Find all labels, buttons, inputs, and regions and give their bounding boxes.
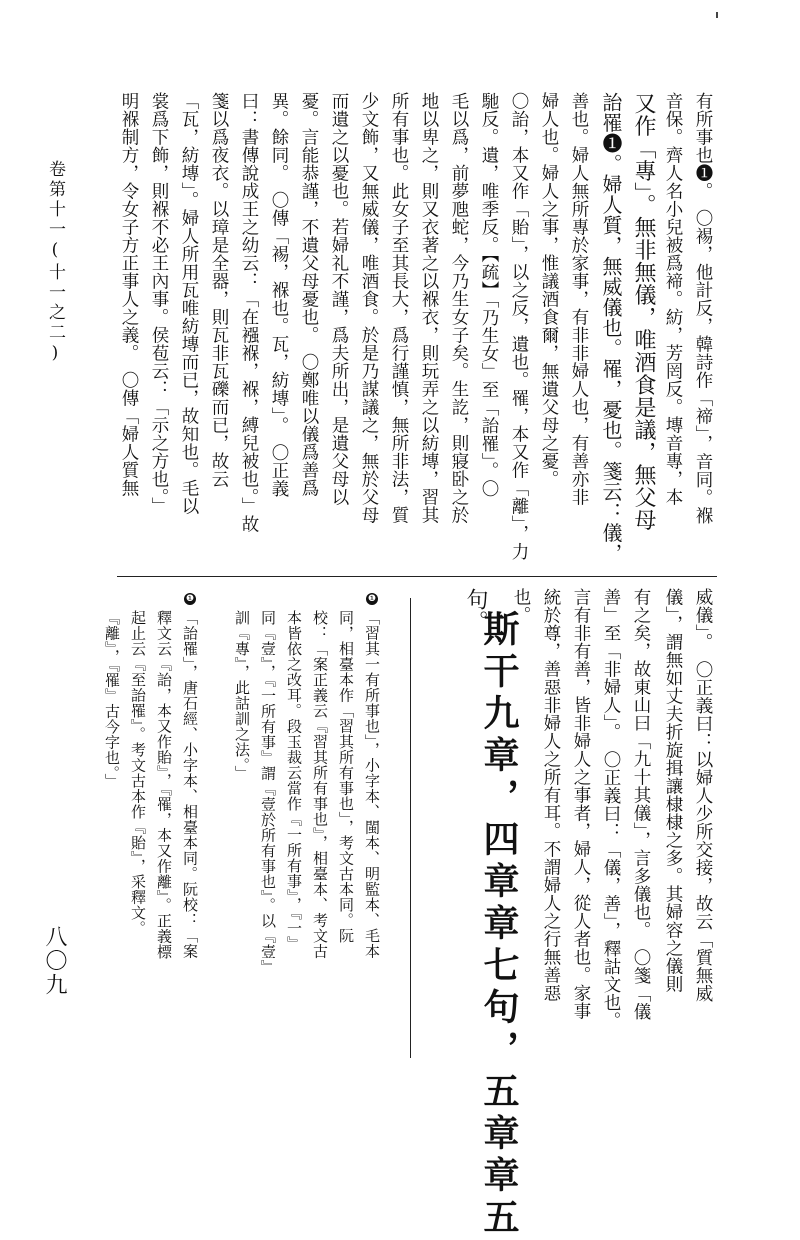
notes-divider-rule bbox=[410, 598, 411, 1058]
text-column: 明褓制方，令女子方正事人之義。 〇傳「婦人質無 bbox=[119, 92, 139, 498]
text-column: 儀」，謂無如丈夫折旋揖讓棣棣之多。其婦容之儀則 bbox=[663, 588, 683, 994]
note-column: 釋文云『詒，本又作貽』，『罹，本又作離』。正義標 bbox=[155, 610, 173, 960]
text-column: 少文飾，又無威儀，唯酒食。於是乃謀議之，無於父母 bbox=[359, 92, 379, 524]
note-marker-icon: ❶ bbox=[367, 594, 377, 604]
chapter-summary: 斯干九章，四章章七句，五章章五 bbox=[478, 610, 520, 1240]
note-column: 起止云『至詒罹』。考文古本作『貽』，采釋文。 bbox=[129, 610, 147, 936]
volume-header: 卷第十一(十一之二) bbox=[45, 160, 65, 366]
text-column: 也。 bbox=[511, 588, 531, 624]
text-column: 地以卑之，則又衣著之以褓衣，則玩弄之以紡塼，習其 bbox=[419, 92, 439, 524]
note-column: 「詒罹」，唐石經、小字本、相臺本同。阮校：「案 bbox=[181, 610, 199, 959]
corner-tick-mark bbox=[716, 12, 718, 18]
text-column: 統於尊，善惡非婦人之所有耳。不謂婦人之行無善惡 bbox=[541, 588, 561, 1002]
text-column: 有所事也❶。 〇裼，他計反，韓詩作「禘」，音同。褓 bbox=[693, 92, 713, 525]
text-column: 馳反。遺，唯季反。【疏】「乃生女」至「詒罹」。〇 bbox=[479, 92, 499, 498]
text-column: 婦人也。婦人之事，惟議酒食爾，無遺父母之憂。 bbox=[539, 92, 559, 488]
text-column: 而遺之以憂也。若婦礼不謹，爲夫所出，是遺父母以 bbox=[329, 92, 349, 506]
note-column: 訓『專』，此詁訓之法。」 bbox=[233, 610, 251, 781]
note-column: 同，相臺本作「習其所有事也」，考文古本同。阮 bbox=[337, 610, 355, 944]
text-column: 毛以爲，前夢虺蛇，今乃生女子矣。生訖，則寢卧之於 bbox=[449, 92, 469, 524]
note-column: 「習其一有所事也」，小字本、閩本、明監本、毛本 bbox=[363, 610, 381, 959]
note-column: 本皆依之改耳。段玉裁云當作『一所有事』，『一』 bbox=[285, 610, 303, 952]
note-marker-icon: ❶ bbox=[185, 594, 195, 604]
note-column: 『離』，『罹』古今字也。」 bbox=[103, 610, 121, 789]
text-column: 言有非有善，皆非婦人之事者，婦人，從人者也。家事 bbox=[571, 588, 591, 1020]
page-number: 八〇九 bbox=[42, 925, 67, 997]
text-column: 威儀」。 〇正義曰：以婦人少所交接，故云「質無威 bbox=[693, 588, 713, 1003]
section-divider-rule bbox=[117, 576, 717, 577]
chapter-summary-end: 句。 bbox=[463, 588, 488, 632]
text-column: 「瓦，紡塼」。婦人所用瓦唯紡塼而已，故知也。毛以 bbox=[179, 92, 199, 516]
text-column: 又作「專」。無非無儀，唯酒食是議，無父母 bbox=[631, 92, 656, 531]
text-column: 詒罹❶。婦人質，無威儀也。罹，憂也。箋云：儀， bbox=[599, 92, 623, 564]
text-column: 善也。婦人無所專於家事，有非非婦人也，有善亦非 bbox=[569, 92, 589, 506]
text-column: 異。餘同。 〇傳「裼，褓也。瓦，紡塼」。 〇正義 bbox=[269, 92, 289, 498]
text-column: 〇詒，本又作「貽」，以之反，遺也。罹，本又作「離」，力 bbox=[509, 92, 529, 561]
text-column: 憂。言能恭謹，不遺父母憂也。 〇鄭唯以儀爲善爲 bbox=[299, 92, 319, 498]
text-column: 善」至「非婦人」。 〇正義曰：「儀，善」，釋詁文也。 bbox=[601, 588, 621, 1030]
text-column: 有之矣，故東山曰「九十其儀」，言多儀也。 〇箋「儀 bbox=[631, 588, 651, 1021]
text-column: 裳爲下飾，則褓不必王內事。侯苞云：「示之方也。」 bbox=[149, 92, 169, 516]
text-column: 箋以爲夜衣。以璋是全器，則瓦非瓦礫而已，故云 bbox=[209, 92, 229, 488]
text-column: 曰：書傳說成王之幼云：「在襁褓，褓，縛兒被也。」故 bbox=[239, 92, 259, 534]
note-column: 校：「案正義云『習其所有事也』，相臺本、考文古 bbox=[311, 610, 329, 959]
note-column: 同『壹』，『一所有事』謂『壹於所有事也』。以『壹』 bbox=[259, 610, 277, 975]
text-column: 音保。齊人名小兒被爲褅。紡，芳罔反。塼音專，本 bbox=[663, 92, 683, 506]
text-column: 所有事也。此女子至其長大，爲行謹慎，無所非法，質 bbox=[389, 92, 409, 524]
